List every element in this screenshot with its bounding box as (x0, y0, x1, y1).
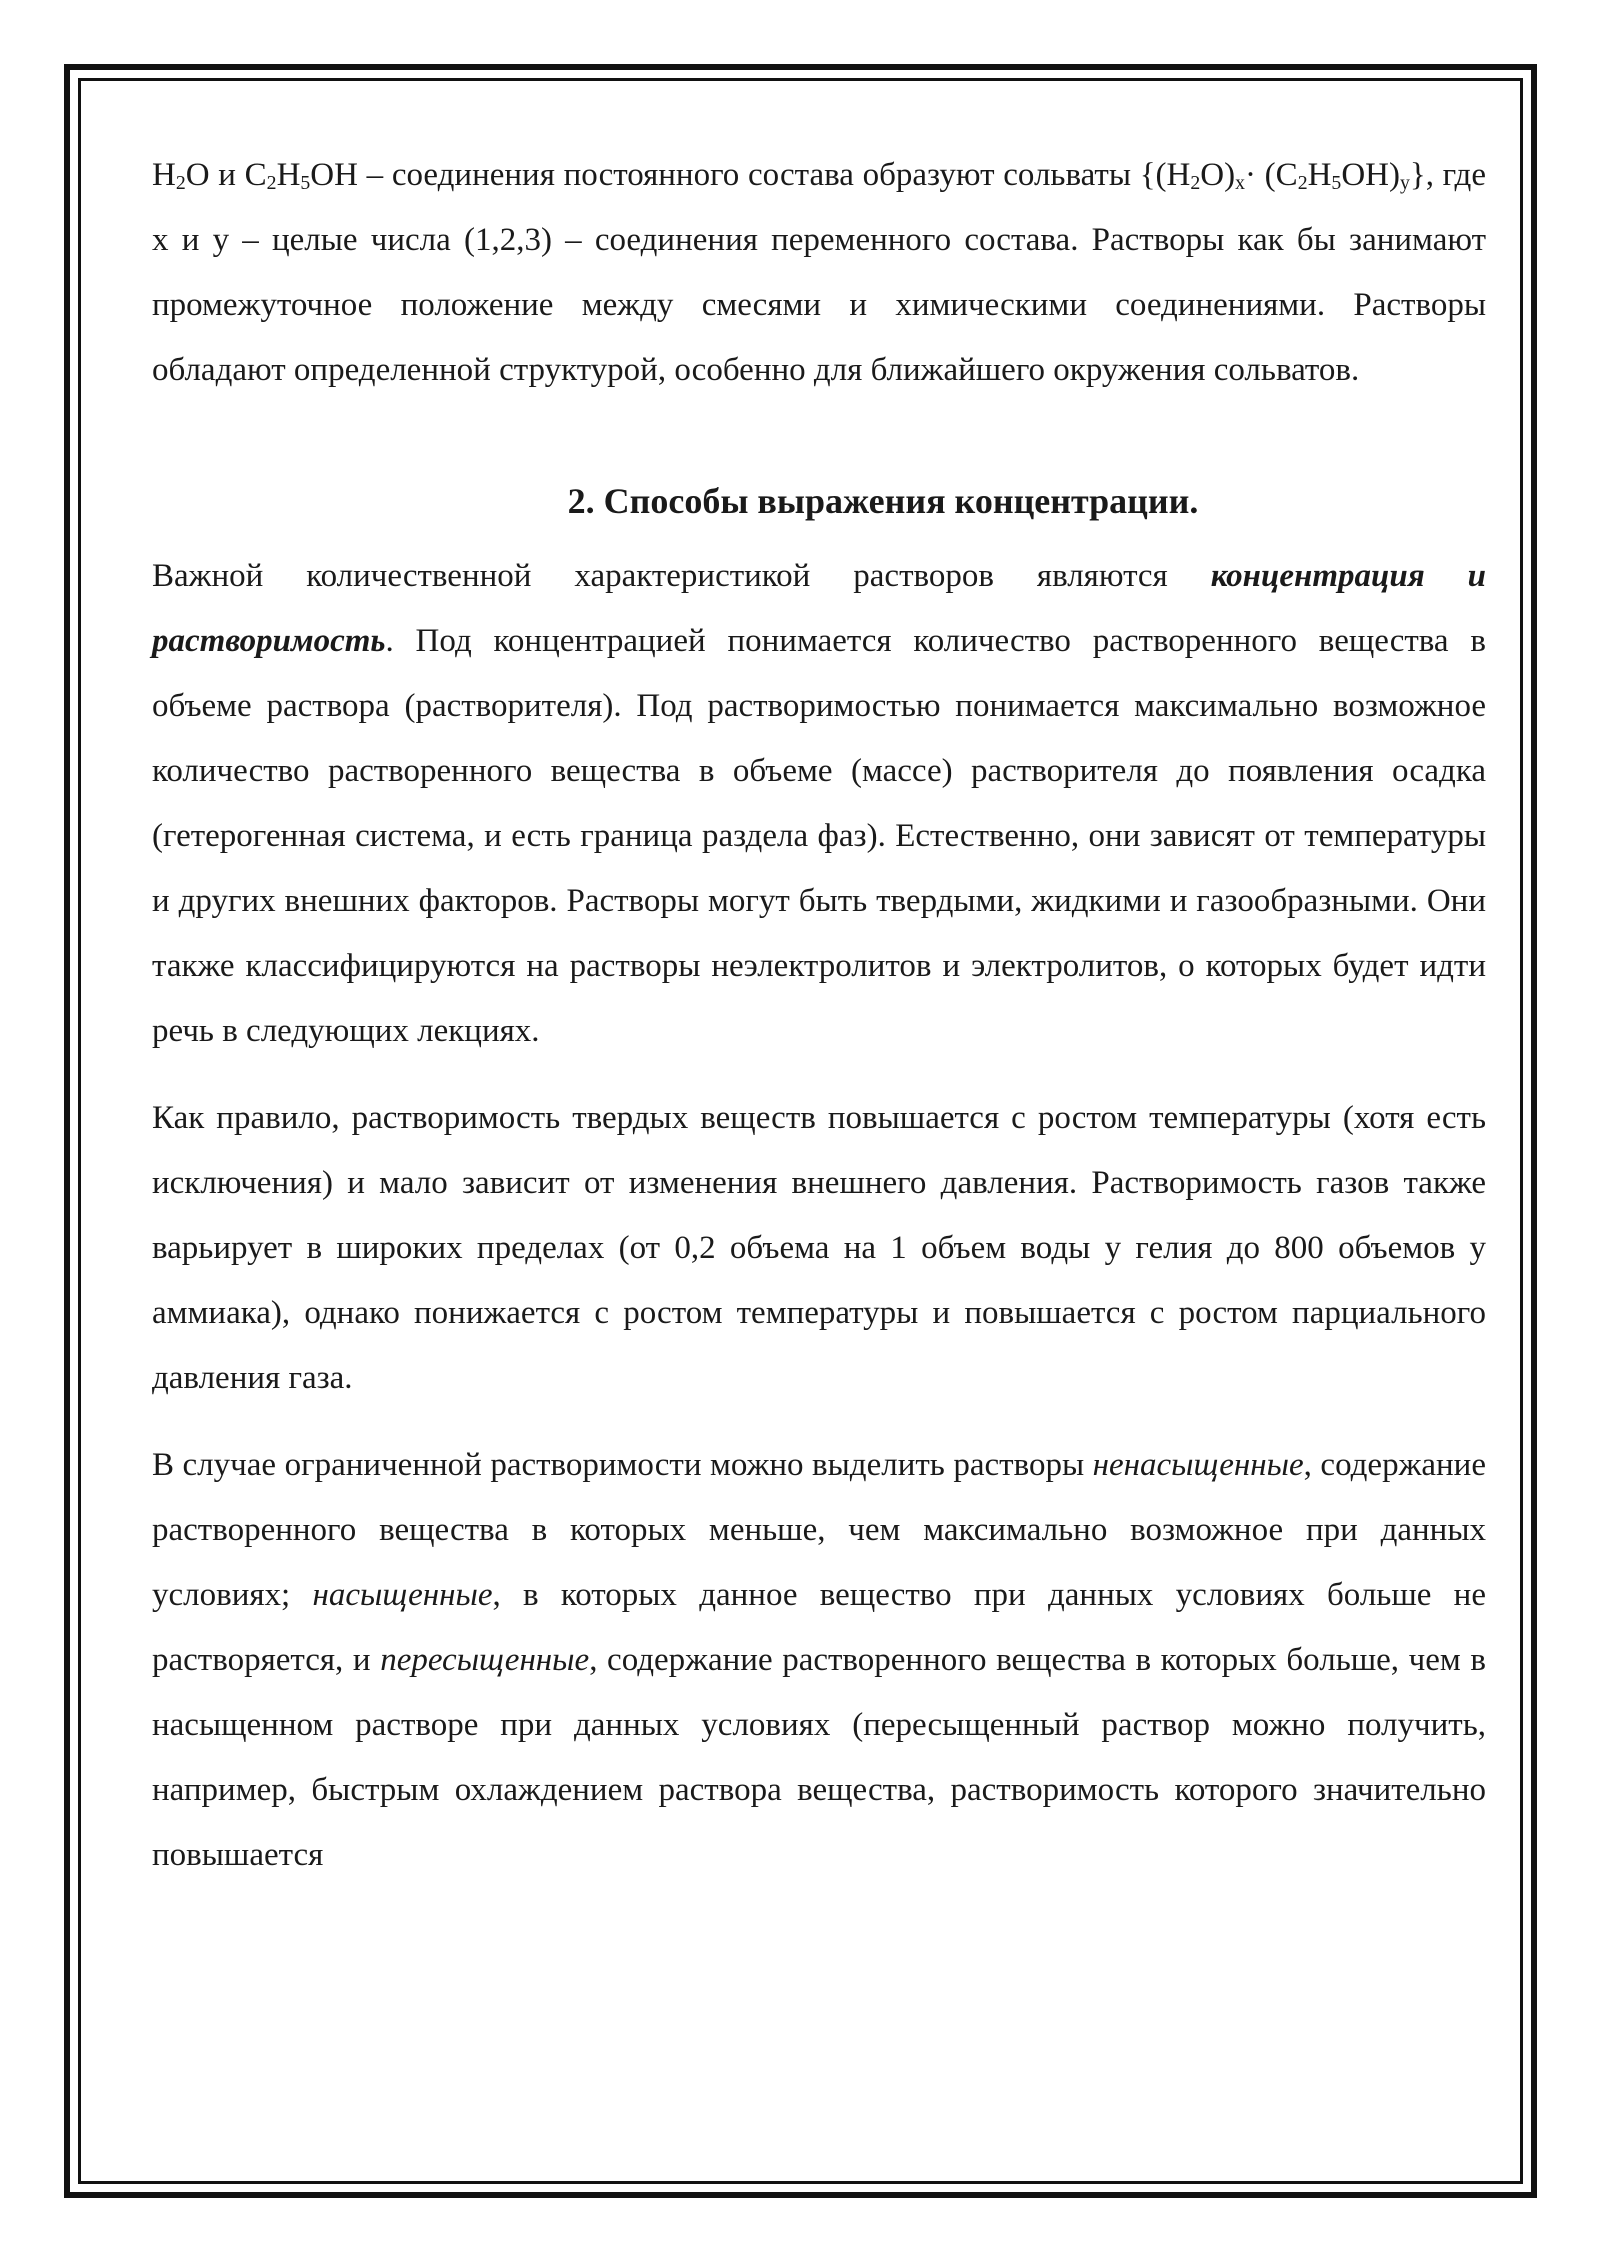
text-run: Важной количественной характеристикой растворов являются (152, 558, 1211, 594)
text-run: H (1307, 157, 1332, 193)
text-run: , в которых данное вещество при данных условиях больше не растворяется, и (152, 1577, 1486, 1678)
subscript: 2 (1190, 172, 1201, 194)
text-run: , содержание растворенного вещества в которых меньше, чем максимально возможное при данных условиях; (152, 1447, 1486, 1613)
document-body (152, 143, 1486, 1888)
text-run: OH – соединения постоянного состава образуют сольваты {(H (310, 157, 1191, 193)
italic-term: насыщенные (312, 1577, 493, 1613)
subscript: 2 (1297, 172, 1308, 194)
emphasis-term: концентрация и растворимость (152, 558, 1486, 659)
italic-term: пересыщенные (380, 1642, 590, 1678)
text-run: H (276, 157, 301, 193)
text-run: , содержание растворенного вещества в которых больше, чем в насыщенном растворе при данных условиях (пересыщенный раствор можно получить, например, быстрым охлаждением раствора вещества, растворимость которого значительно повышается (152, 1642, 1486, 1873)
text-run: OH) (1341, 157, 1400, 193)
section-heading: 2. Способы выражения концентрации. (567, 481, 1199, 521)
text-run: В случае ограниченной растворимости можно выделить растворы (152, 1447, 1093, 1483)
text-run: H (152, 157, 176, 193)
text-run: O) (1200, 157, 1236, 193)
text-run: }, где x и y – целые числа (1,2,3) – соединения переменного состава. Растворы как бы занимают промежуточное положение между смесями и химическими соединениями. Растворы обладают определенной структурой, особенно для ближайшего окружения сольватов. (152, 157, 1486, 388)
subscript: 5 (300, 172, 311, 194)
subscript: 2 (175, 172, 186, 194)
subscript: x (1235, 172, 1245, 194)
text-run: O и C (185, 157, 267, 193)
subscript: y (1399, 172, 1410, 194)
paragraph-saturation (152, 1433, 1486, 1888)
paragraph-solubility: Как правило, растворимость твердых веществ повышается с ростом температуры (хотя есть исключения) и мало зависит от изменения внешнего давления. Растворимость газов также варьирует в широких пределах (от 0,2 объема на 1 объем воды у гелия до 800 объемов у аммиака), однако понижается с ростом температуры и повышается с ростом парциального давления газа. (152, 1100, 1486, 1396)
subscript: 5 (1331, 172, 1342, 194)
paragraph-solvates (152, 143, 1486, 403)
subscript: 2 (266, 172, 277, 194)
paragraph-concentration (152, 544, 1486, 1064)
text-run: . Под концентрацией понимается количество растворенного вещества в объеме раствора (растворителя). Под растворимостью понимается максимально возможное количество растворенного вещества в объеме (массе) растворителя до появления осадка (гетерогенная система, и есть граница раздела фаз). Естественно, они зависят от температуры и других внешних факторов. Растворы могут быть твердыми, жидкими и газообразными. Они также классифицируются на растворы неэлектролитов и электролитов, о которых будет идти речь в следующих лекциях. (152, 623, 1486, 1049)
text-run: · (C (1244, 157, 1298, 193)
italic-term: ненасыщенные (1092, 1447, 1304, 1483)
